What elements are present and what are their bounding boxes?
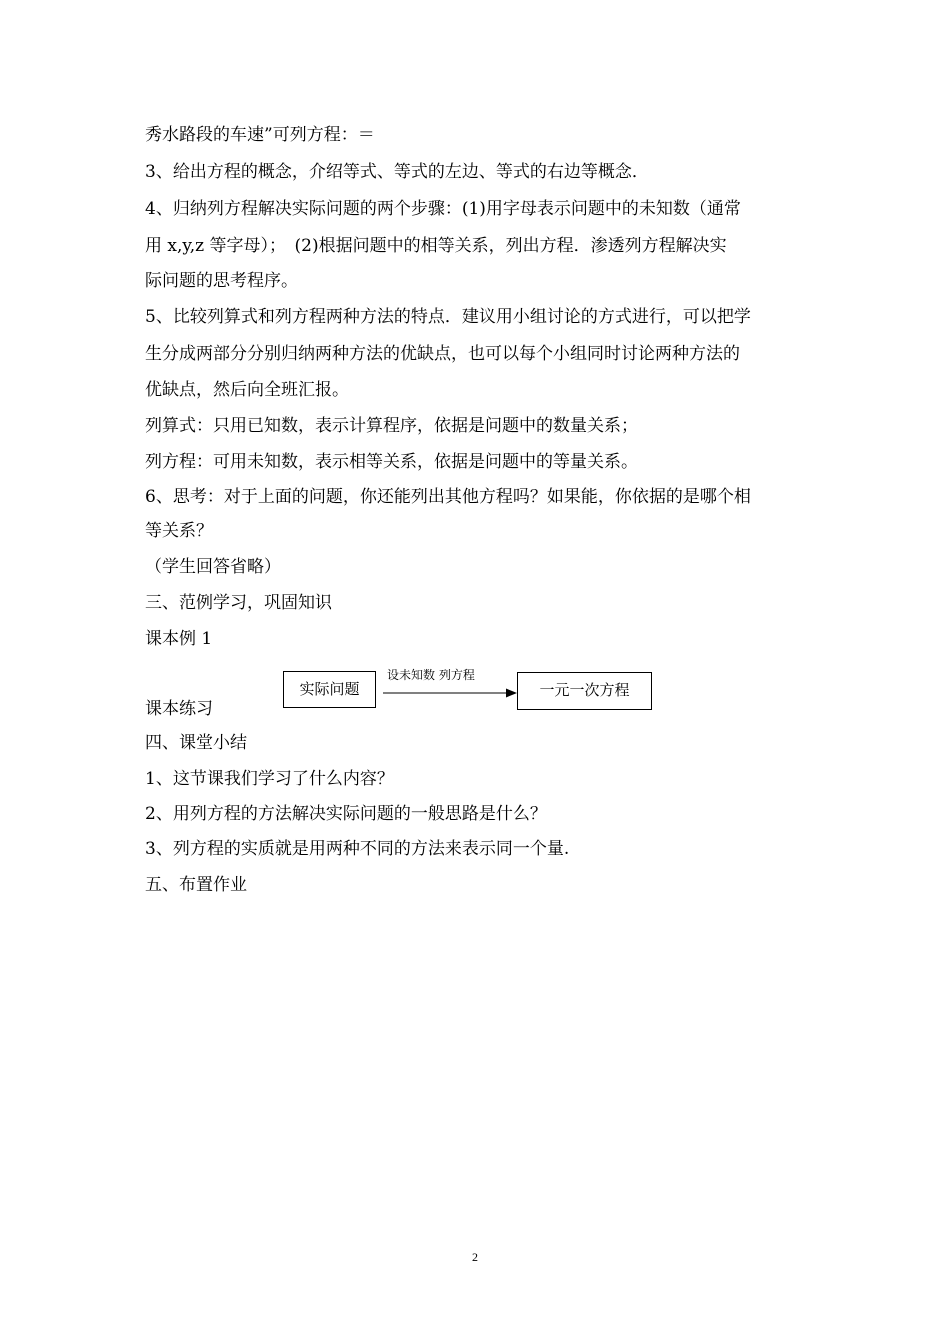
- section-heading: 五、布置作业: [145, 875, 247, 895]
- text-line: 3、列方程的实质就是用两种不同的方法来表示同一个量.: [145, 839, 570, 859]
- flow-box-equation: 一元一次方程: [517, 672, 652, 710]
- text-line: （学生回答省略）: [145, 557, 281, 577]
- text-line: 5、比较列算式和列方程两种方法的特点．建议用小组讨论的方式进行，可以把学: [145, 307, 751, 327]
- page-number: 2: [472, 1250, 478, 1264]
- text-line: 列算式：只用已知数，表示计算程序，依据是问题中的数量关系；: [145, 416, 638, 436]
- text-line: 秀水路段的车速”可列方程：＝: [145, 125, 375, 145]
- text-line: 课本练习: [145, 699, 213, 719]
- text-line: 用 x,y,z 等字母）； (2)根据问题中的相等关系，列出方程．渗透列方程解决实: [145, 236, 727, 256]
- text-line: 6、思考：对于上面的问题，你还能列出其他方程吗？如果能，你依据的是哪个相: [145, 487, 751, 507]
- text-line: 2、用列方程的方法解决实际问题的一般思路是什么？: [145, 804, 547, 824]
- text-line: 3、给出方程的概念，介绍等式、等式的左边、等式的右边等概念．: [145, 162, 649, 182]
- text-line: 优缺点，然后向全班汇报。: [145, 380, 349, 400]
- text-line: 1、这节课我们学习了什么内容？: [145, 769, 394, 789]
- flow-box-problem: 实际问题: [283, 671, 376, 708]
- text-line: 课本例 1: [145, 629, 213, 649]
- text-line: 4、归纳列方程解决实际问题的两个步骤：(1)用字母表示问题中的未知数（通常: [145, 199, 741, 219]
- text-line: 列方程：可用未知数，表示相等关系，依据是问题中的等量关系。: [145, 452, 638, 472]
- flow-arrow-label: 设未知数 列方程: [387, 668, 475, 682]
- text-line: 生分成两部分分别归纳两种方法的优缺点，也可以每个小组同时讨论两种方法的: [145, 344, 740, 364]
- text-line: 际问题的思考程序。: [145, 271, 298, 291]
- text-line: 等关系？: [145, 521, 213, 541]
- section-heading: 三、范例学习，巩固知识: [145, 593, 332, 613]
- section-heading: 四、课堂小结: [145, 733, 247, 753]
